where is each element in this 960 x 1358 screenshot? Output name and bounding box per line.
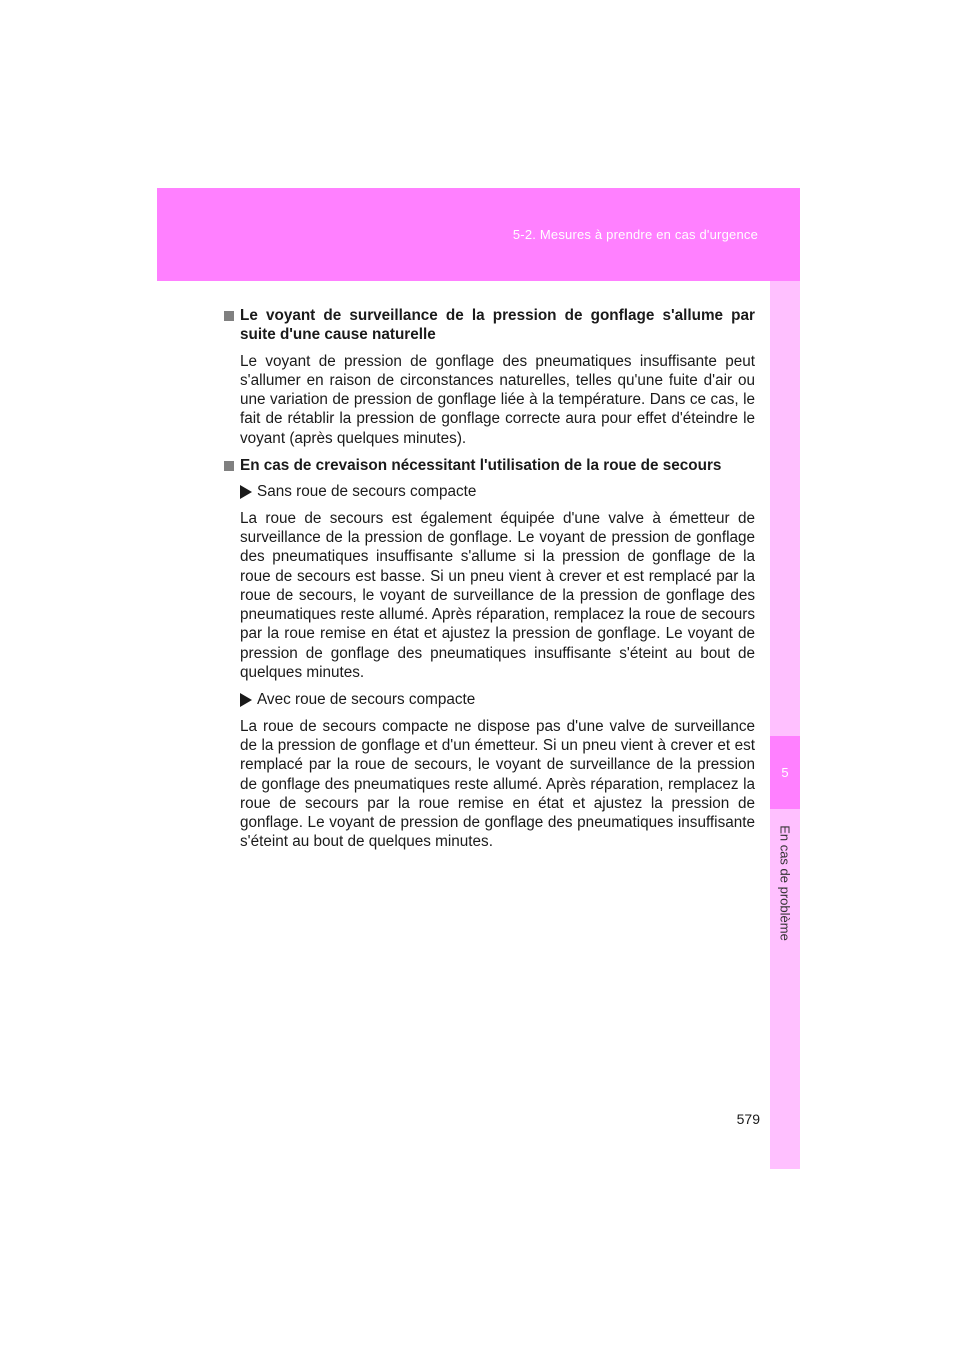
section-spare-wheel	[224, 456, 755, 852]
subsection-label	[240, 690, 755, 709]
chapter-title: En cas de problème	[777, 825, 793, 941]
chapter-number: 5	[770, 736, 800, 809]
section-paragraph: Le voyant de pression de gonflage des pneumatiques insuffisante peut s'allumer en raison de circonstances naturelles, telles qu'une fuite d'air ou une variation de pression de gonflage liée à la température. Dans ce cas, le fait de rétablir la pression de gonflage correcte aura pour effet d'éteindre le voyant (après quelques minutes).	[240, 352, 755, 447]
section-label: 5-2. Mesures à prendre en cas d'urgence	[512, 227, 758, 242]
section-heading-text: En cas de crevaison nécessitant l'utilisation de la roue de secours	[240, 457, 722, 475]
side-tab	[770, 281, 800, 1169]
subsection-label-text: Sans roue de secours compacte	[257, 483, 477, 501]
section-heading	[224, 306, 755, 345]
square-bullet-icon	[224, 461, 234, 471]
subsection-paragraph: La roue de secours compacte ne dispose pas d'une valve de surveillance de la pression de gonflage et d'un émetteur. Si un pneu vient à crever et est remplacé par la roue de secours, le voyant de surveillance de la pression de gonflage des pneumatiques reste allumé. Après réparation, remplacez la roue de secours par la roue remise en état et ajustez la pression de gonflage. Le voyant de pression de gonflage des pneumatiques insuffisante s'éteint au bout de quelques minutes.	[240, 717, 755, 851]
subsection-label-text: Avec roue de secours compacte	[257, 691, 476, 709]
square-bullet-icon	[224, 311, 234, 321]
chapter-title-container	[770, 818, 800, 948]
page-content	[224, 306, 755, 860]
triangle-arrow-icon	[240, 485, 252, 499]
triangle-arrow-icon	[240, 693, 252, 707]
subsection-label	[240, 482, 755, 501]
header-band	[157, 188, 800, 281]
section-heading	[224, 456, 755, 475]
section-natural-cause	[224, 306, 755, 448]
subsection-paragraph: La roue de secours est également équipée d'une valve à émetteur de surveillance de la pression de gonflage. Le voyant de pression de gonflage des pneumatiques insuffisante s'allume si la pression de gonflage de la roue de secours est basse. Si un pneu vient à crever et est remplacé par la roue de secours, le voyant de surveillance de la pression de gonflage des pneumatiques reste allumé. Après réparation, remplacez la roue de secours par la roue remise en état et ajustez la pression de gonflage. Le voyant de pression de gonflage des pneumatiques insuffisante s'éteint au bout de quelques minutes.	[240, 509, 755, 682]
page-number: 579	[736, 1111, 760, 1127]
section-heading-text: Le voyant de surveillance de la pression de gonflage s'allume par suite d'une cause naturelle	[240, 307, 755, 344]
